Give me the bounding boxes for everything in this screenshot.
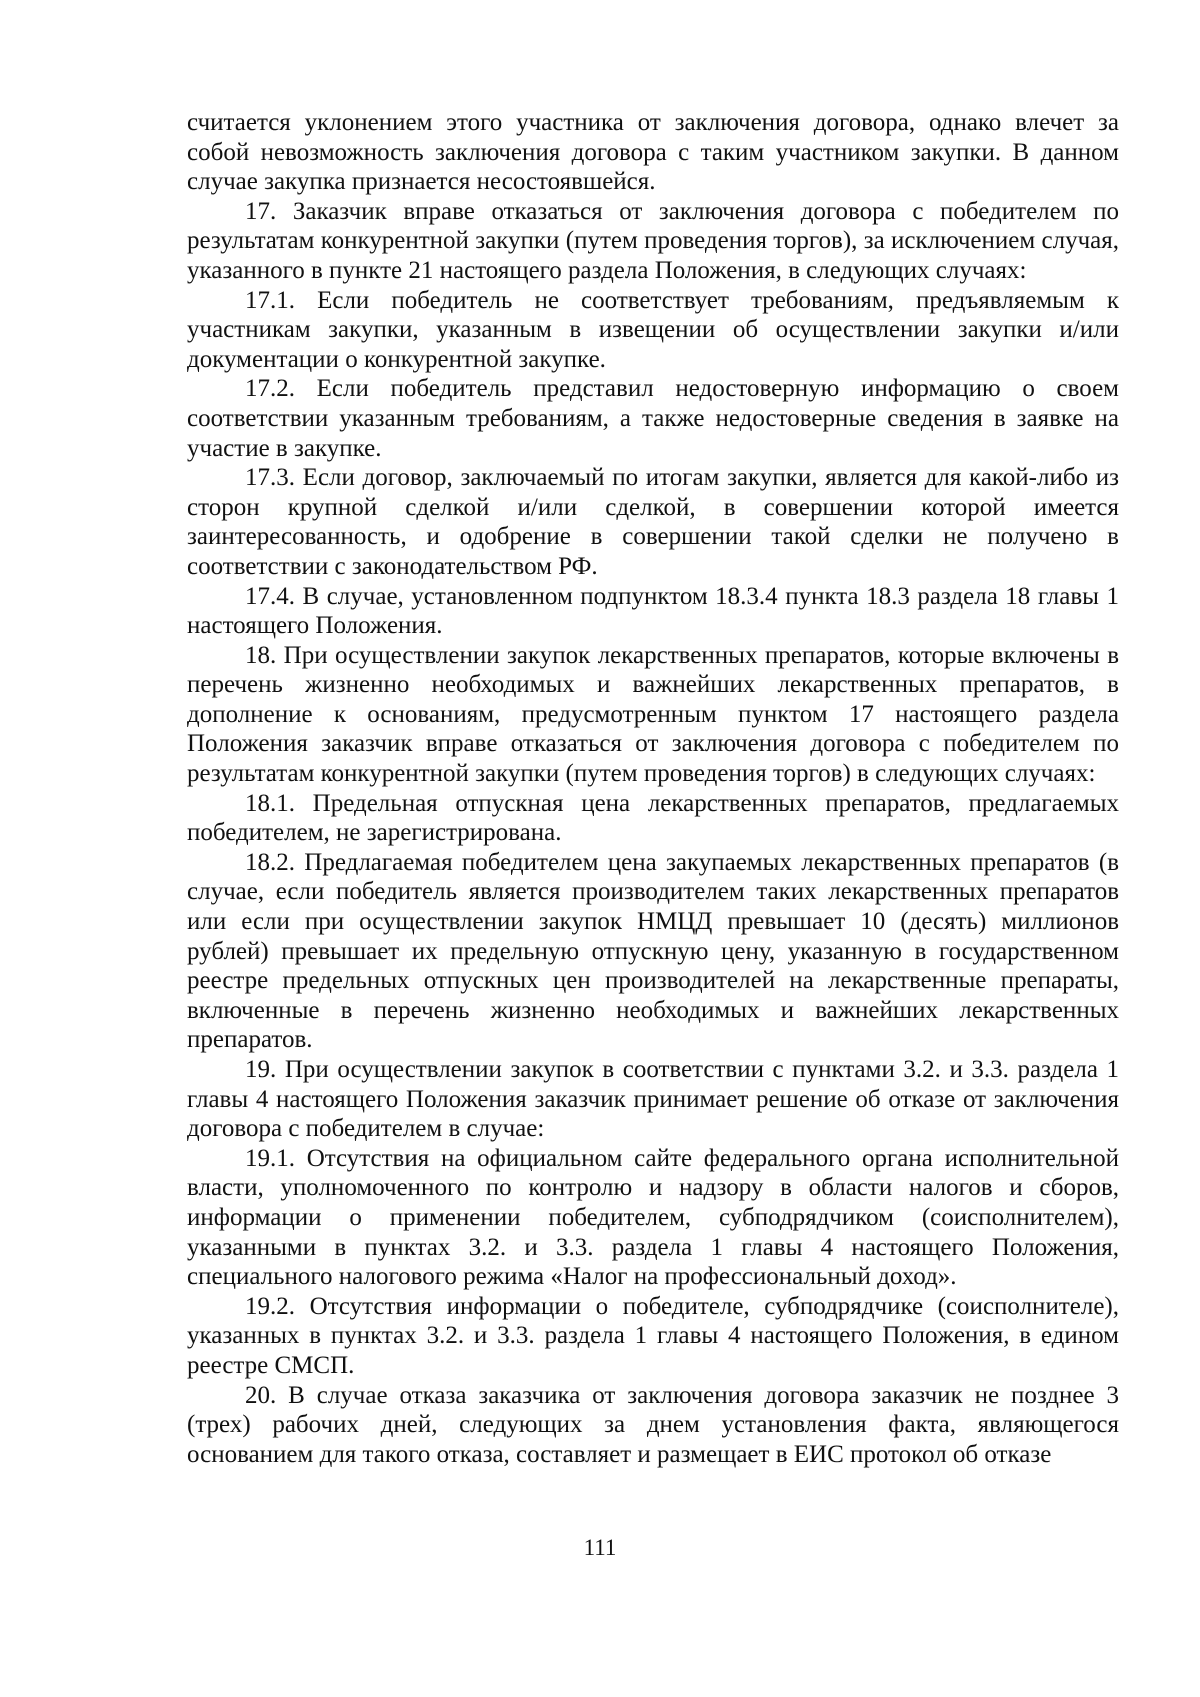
paragraph-17: 17. Заказчик вправе отказаться от заключения договора с победителем по результатам конкурентной закупки (путем проведения торгов), за исключением случая, указанного в пункте 21 настоящего раздела Положения, в следующих случаях: [187,197,1119,284]
paragraph-19: 19. При осуществлении закупок в соответствии с пунктами 3.2. и 3.3. раздела 1 главы 4 настоящего Положения заказчик принимает решение об отказе от заключения договора с победителем в случае: [187,1056,1119,1143]
paragraph-17-3: 17.3. Если договор, заключаемый по итогам закупки, является для какой-либо из сторон крупной сделкой и/или сделкой, в совершении которой имеется заинтересованность, и одобрение в совершении такой сделки не получено в соответствии с законодательством РФ. [187,464,1119,580]
paragraph-17-1: 17.1. Если победитель не соответствует требованиям, предъявляемым к участникам закупки, указанным в извещении об осуществлении закупки и/или документации о конкурентной закупке. [187,286,1119,373]
paragraph-17-2: 17.2. Если победитель представил недостоверную информацию о своем соответствии указанным требованиям, а также недостоверные сведения в заявке на участие в закупке. [187,375,1119,462]
paragraph-continuation: считается уклонением этого участника от заключения договора, однако влечет за собой невозможность заключения договора с таким участником закупки. В данном случае закупка признается несостоявшейся. [187,109,1119,196]
paragraph-17-4: 17.4. В случае, установленном подпунктом 18.3.4 пункта 18.3 раздела 18 главы 1 настоящего Положения. [187,582,1119,640]
paragraph-18: 18. При осуществлении закупок лекарственных препаратов, которые включены в перечень жизненно необходимых и важнейших лекарственных препаратов, в дополнение к основаниям, предусмотренным пунктом 17 настоящего раздела Положения заказчик вправе отказаться от заключения договора с победителем по результатам конкурентной закупки (путем проведения торгов) в следующих случаях: [187,641,1119,788]
paragraph-18-2: 18.2. Предлагаемая победителем цена закупаемых лекарственных препаратов (в случае, если победитель является производителем таких лекарственных препаратов или если при осуществлении закупок НМЦД превышает 10 (десять) миллионов рублей) превышает их предельную отпускную цену, указанную в государственном реестре предельных отпускных цен производителей на лекарственные препараты, включенные в перечень жизненно необходимых и важнейших лекарственных препаратов. [187,848,1119,1054]
page-number: 111 [583,1535,617,1560]
paragraph-19-2: 19.2. Отсутствия информации о победителе, субподрядчике (соисполнителе), указанных в пунктах 3.2. и 3.3. раздела 1 главы 4 настоящего Положения, в едином реестре СМСП. [187,1292,1119,1379]
document-body [187,108,1119,1469]
paragraph-19-1: 19.1. Отсутствия на официальном сайте федерального органа исполнительной власти, уполномоченного по контролю и надзору в области налогов и сборов, информации о применении победителем, субподрядчиком (соисполнителем), указанными в пунктах 3.2. и 3.3. раздела 1 главы 4 настоящего Положения, специального налогового режима «Налог на профессиональный доход». [187,1144,1119,1291]
paragraph-20: 20. В случае отказа заказчика от заключения договора заказчик не позднее 3 (трех) рабочих дней, следующих за днем установления факта, являющегося основанием для такого отказа, составляет и размещает в ЕИС протокол об отказе [187,1381,1119,1468]
paragraph-18-1: 18.1. Предельная отпускная цена лекарственных препаратов, предлагаемых победителем, не зарегистрирована. [187,789,1119,847]
